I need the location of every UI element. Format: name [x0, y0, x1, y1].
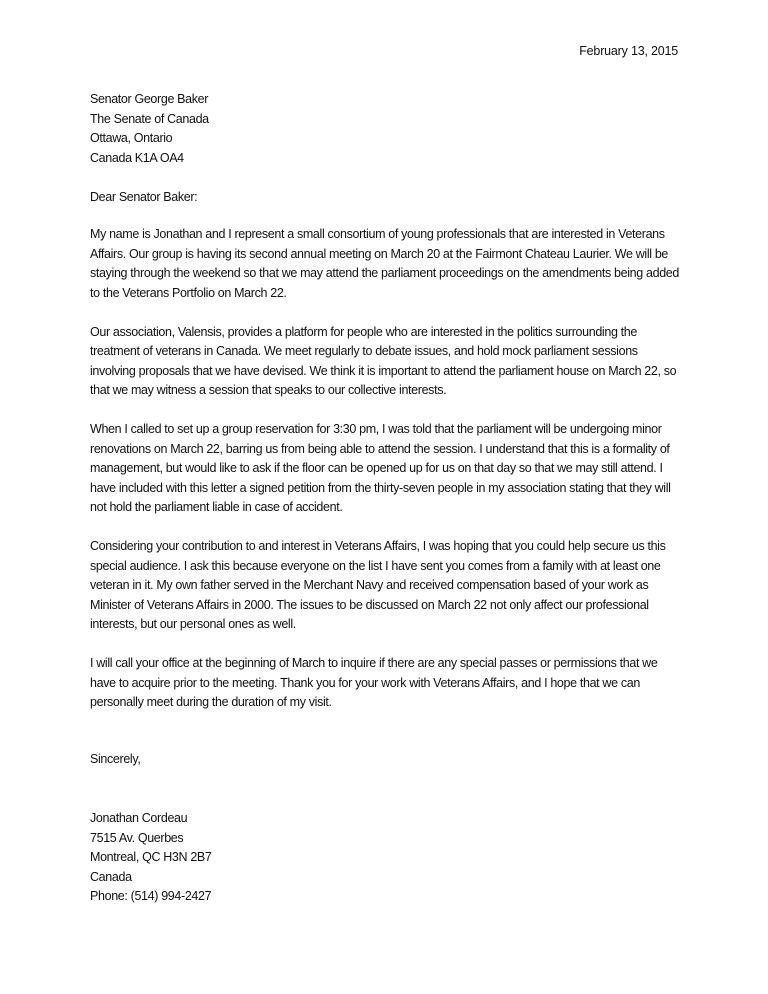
sender-signature-block	[90, 809, 680, 907]
paragraph: When I called to set up a group reservation for 3:30 pm, I was told that the parliament will be undergoing minor renovations on March 22, barring us from being able to attend the session. I understand that this is a formality of management, but would like to ask if the floor can be opened up for us on that day so that we may still attend. I have included with this letter a signed petition from the thirty-seven people in my association stating that they will not hold the parliament liable in case of accident.	[90, 422, 671, 514]
recipient-city: Ottawa, Ontario	[90, 131, 173, 145]
sender-phone: Phone: (514) 994-2427	[90, 889, 212, 903]
paragraph: Our association, Valensis, provides a platform for people who are interested in the politics surrounding the treatment of veterans in Canada. We meet regularly to debate issues, and hold mock parliament sessions involving proposals that we have devised. We think it is important to attend the parliament house on March 22, so that we may witness a session that speaks to our collective interests.	[90, 324, 677, 397]
letter-body	[90, 225, 680, 732]
letter-date: February 13, 2015	[579, 44, 678, 58]
sender-name: Jonathan Cordeau	[90, 811, 188, 825]
paragraph: Considering your contribution to and interest in Veterans Affairs, I was hoping that you could help secure us this special audience. I ask this because everyone on the list I have sent you comes from a family with at least one veteran in it. My own father served in the Merchant Navy and received compensation based of your work as Minister of Veterans Affairs in 2000. The issues to be discussed on March 22 not only affect our professional interests, but our personal ones as well.	[90, 539, 666, 631]
paragraph: My name is Jonathan and I represent a small consortium of young professionals that are interested in Veterans Affairs. Our group is having its second annual meeting on March 20 at the Fairmont Chateau Laurier. We will be staying through the weekend so that we may attend the parliament proceedings on the amendments being added to the Veterans Portfolio on March 22.	[90, 227, 680, 300]
paragraph: I will call your office at the beginning of March to inquire if there are any special passes or permissions that we have to acquire prior to the meeting. Thank you for your work with Veterans Affairs, and I hope that we can personally meet during the duration of my visit.	[90, 656, 658, 709]
salutation: Dear Senator Baker:	[90, 190, 198, 204]
recipient-address	[90, 90, 680, 168]
sender-city: Montreal, QC H3N 2B7	[90, 850, 212, 864]
recipient-postal: Canada K1A OA4	[90, 150, 184, 165]
closing: Sincerely,	[90, 752, 141, 766]
sender-street: 7515 Av. Querbes	[90, 830, 184, 845]
recipient-name: Senator George Baker	[90, 92, 209, 106]
recipient-organization: The Senate of Canada	[90, 111, 209, 126]
sender-country: Canada	[90, 869, 132, 884]
